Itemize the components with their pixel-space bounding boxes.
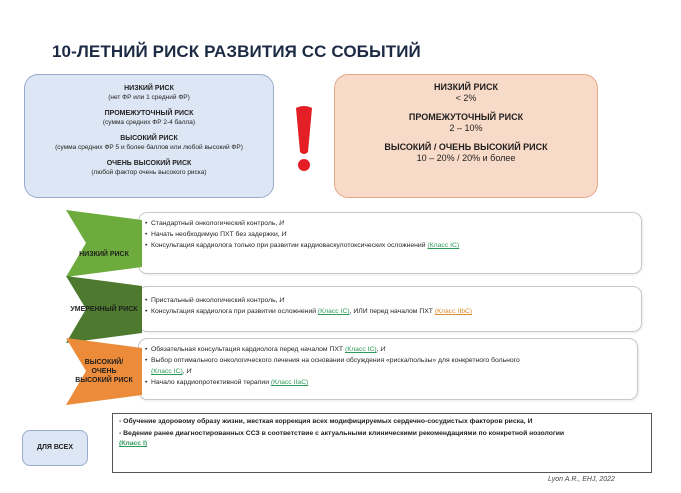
class-badge: (Класс I) (119, 440, 148, 447)
category-label: ОЧЕНЬ ВЫСОКИЙ РИСК (106, 160, 192, 167)
list-item: • Пристальный онкологический контроль, И (145, 295, 641, 306)
exclamation-icon (284, 104, 324, 174)
high-risk-label: ВЫСОКИЙ/ОЧЕНЬ ВЫСОКИЙ РИСК (75, 359, 133, 384)
risk-categories-panel (24, 74, 274, 198)
category-description: (нет ФР или 1 средний ФР) (108, 94, 190, 101)
percent-category: НИЗКИЙ РИСК (433, 82, 498, 92)
low-risk-label: НИЗКИЙ РИСК (79, 251, 129, 258)
percent-value: 10 – 20% / 20% и более (416, 153, 516, 163)
risk-percent-panel (334, 74, 598, 198)
list-item: • Консультация кардиолога только при развитии кардиоваскулотоксических осложнений (Класс IC) (145, 240, 641, 251)
high-risk-recommendations (138, 338, 638, 400)
for-all-badge: ДЛЯ ВСЕХ (22, 430, 88, 466)
low-risk-recommendations (138, 212, 642, 274)
recommendation-line: - Ведение ранее диагностированных ССЗ в соответствие с актуальными клиническими рекомендациями по конкретной нозологии (119, 430, 565, 437)
list-item: • Начать необходимую ПХТ без задержки, И (145, 229, 641, 240)
percent-category: ПРОМЕЖУТОЧНЫЙ РИСК (408, 112, 524, 122)
source-citation: Lyon A.R., EHJ, 2022 (548, 476, 615, 483)
class-badge: (Класс IIbC) (434, 308, 473, 315)
moderate-risk-recommendations (138, 286, 642, 332)
page-title: 10-ЛЕТНИЙ РИСК РАЗВИТИЯ СС СОБЫТИЙ (52, 42, 421, 61)
category-label: ВЫСОКИЙ РИСК (120, 135, 178, 142)
class-badge: (Класс IIaC) (270, 379, 309, 386)
list-item-continuation: (Класс IC), И (151, 368, 192, 375)
percent-value: 2 – 10% (449, 123, 483, 133)
category-description: (сумма средних ФР 2-4 балла) (102, 119, 196, 126)
class-badge: (Класс IC) (344, 346, 377, 353)
category-label: ПРОМЕЖУТОЧНЫЙ РИСК (104, 110, 194, 117)
for-all-recommendations (112, 413, 652, 473)
moderate-risk-label: УМЕРЕННЫЙ РИСК (70, 306, 138, 313)
class-badge: (Класс IC) (317, 308, 350, 315)
list-item: • Обязательная консультация кардиолога перед началом ПХТ (Класс IC), И (145, 344, 637, 355)
category-label: НИЗКИЙ РИСК (124, 85, 174, 92)
class-badge: (Класс IC) (151, 368, 183, 375)
category-description: (сумма средних ФР 5 и более баллов или любой высокий ФР) (55, 144, 243, 151)
percent-category: ВЫСОКИЙ / ОЧЕНЬ ВЫСОКИЙ РИСК (384, 142, 548, 152)
list-item: • Стандартный онкологический контроль, И (145, 218, 641, 229)
low-risk-chevron (66, 210, 142, 277)
list-item: • Начало кардиопротективной терапии (Класс IIaC) (145, 377, 637, 388)
category-description: (любой фактор очень высокого риска) (91, 169, 207, 176)
list-item: • Консультация кардиолога при развитии осложнений (Класс IC), ИЛИ перед началом ПХТ (Класс IIbC) (145, 306, 641, 317)
class-badge: (Класс IC) (427, 242, 460, 249)
list-item: • Выбор оптимального онкологического лечения на основании обсуждения «риска/пользы» для конкретного больного (145, 355, 637, 366)
percent-value: < 2% (455, 93, 477, 103)
recommendation-line: - Обучение здоровому образу жизни, жесткая коррекция всех модифицируемых сердечно-сосудистых факторов риска, И (119, 418, 533, 425)
